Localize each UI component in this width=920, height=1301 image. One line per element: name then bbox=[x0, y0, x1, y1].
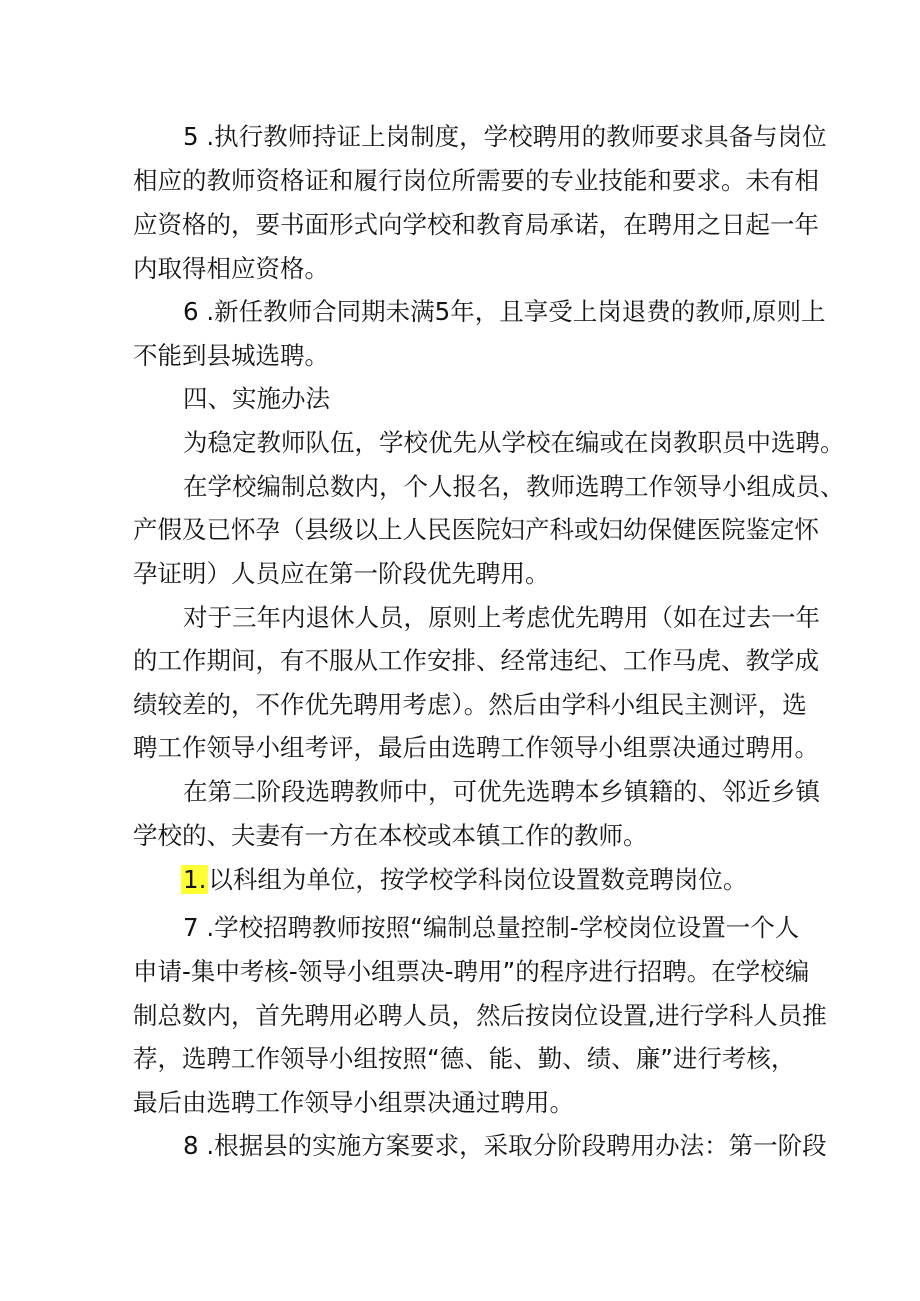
text-line: 聘工作领导小组考评，最后由选聘工作领导小组票决通过聘用。 bbox=[133, 733, 819, 762]
text-line: 内取得相应资格。 bbox=[133, 254, 329, 283]
text-line: 学校的、夫妻有一方在本校或本镇工作的教师。 bbox=[133, 821, 648, 850]
text-line: 制总数内，首先聘用必聘人员，然后按岗位设置,进行学科人员推 bbox=[133, 1001, 827, 1030]
text-line: 申请-集中考核-领导小组票决-聘用”的程序进行招聘。在学校编 bbox=[133, 957, 810, 986]
text-line: 孕证明）人员应在第一阶段优先聘用。 bbox=[133, 559, 550, 588]
text-line: 在学校编制总数内，个人报名，教师选聘工作领导小组成员、 bbox=[183, 472, 845, 501]
text-line: 对于三年内退休人员，原则上考虑优先聘用（如在过去一年 bbox=[183, 603, 820, 632]
text-line: 1.以科组为单位，按学校学科岗位设置数竞聘岗位。 bbox=[183, 865, 748, 894]
text-line: 产假及已怀孕（县级以上人民医院妇产科或妇幼保健医院鉴定怀 bbox=[133, 515, 819, 544]
highlighted-list-marker: 1. bbox=[183, 865, 207, 894]
text-line: 应资格的，要书面形式向学校和教育局承诺，在聘用之日起一年 bbox=[133, 210, 819, 239]
text-line: 的工作期间，有不服从工作安排、经常违纪、工作马虎、教学成 bbox=[133, 646, 819, 675]
text-line: 5 .执行教师持证上岗制度，学校聘用的教师要求具备与岗位 bbox=[183, 122, 827, 151]
text-line: 7 .学校招聘教师按照“编制总量控制-学校岗位设置一个人 bbox=[183, 913, 800, 942]
text-line: 在第二阶段选聘教师中，可优先选聘本乡镇籍的、邻近乡镇 bbox=[183, 777, 820, 806]
text-line: 绩较差的，不作优先聘用考虑）。然后由学科小组民主测评，选 bbox=[133, 690, 807, 719]
text-line: 8 .根据县的实施方案要求，采取分阶段聘用办法：第一阶段 bbox=[183, 1131, 827, 1160]
text-line: 为稳定教师队伍，学校优先从学校在编或在岗教职员中选聘。 bbox=[183, 428, 845, 457]
text-line: 荐，选聘工作领导小组按照“德、能、勤、绩、廉”进行考核， bbox=[133, 1044, 796, 1073]
text-line: 相应的教师资格证和履行岗位所需要的专业技能和要求。未有相 bbox=[133, 166, 819, 195]
text-line: 6 .新任教师合同期未满5年，且享受上岗退费的教师,原则上 bbox=[183, 297, 826, 326]
text-line: 最后由选聘工作领导小组票决通过聘用。 bbox=[133, 1088, 574, 1117]
section-heading: 四、实施办法 bbox=[183, 384, 330, 413]
text-line: 不能到县城选聘。 bbox=[133, 341, 329, 370]
